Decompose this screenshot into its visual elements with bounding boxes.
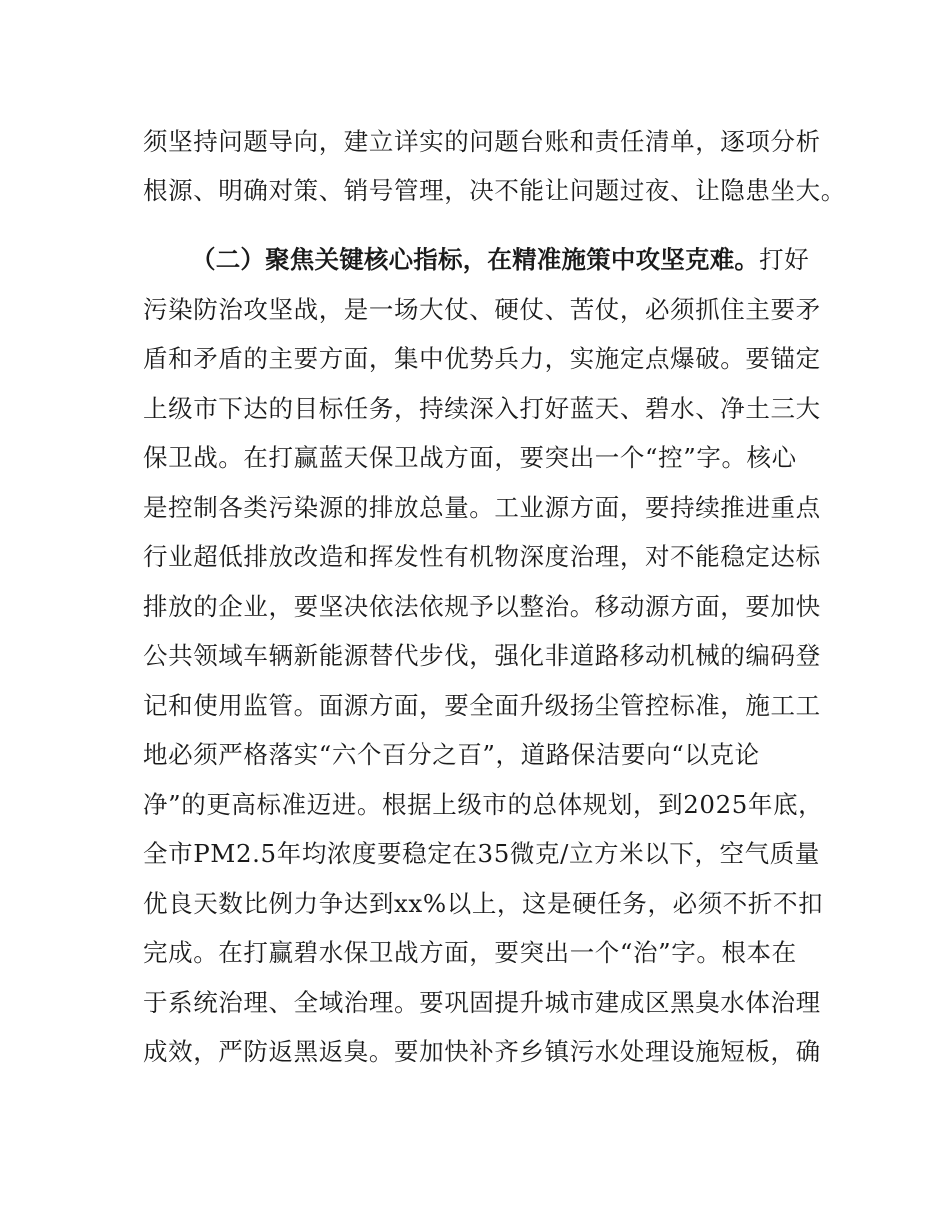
paragraph-line: 保卫战。在打赢蓝天保卫战方面，要突出一个“控”字。核心 [143,443,797,472]
paragraph-line: 排放的企业，要坚决依法依规予以整治。移动源方面，要加快 [143,592,821,621]
paragraph-line: 记和使用监管。面源方面，要全面升级扬尘管控标准，施工工 [143,691,821,720]
section-heading: （二）聚焦关键核心指标，在精准施策中攻坚克难。 [191,245,760,274]
paragraph-line: 净”的更高标准迈进。根据上级市的总体规划，到2025年底， [143,790,824,819]
paragraph-line: 上级市下达的目标任务，持续深入打好蓝天、碧水、净土三大 [143,394,821,423]
section-heading-line [191,240,809,280]
paragraph-line: 全市PM2.5年均浓度要稳定在35微克/立方米以下，空气质量 [143,839,820,868]
paragraph-line: 根源、明确对策、销号管理，决不能让问题过夜、让隐患坐大。 [143,176,846,205]
paragraph-line: 须坚持问题导向，建立详实的问题台账和责任清单，逐项分析 [143,127,821,156]
paragraph-line: 完成。在打赢碧水保卫战方面，要突出一个“治”字。根本在 [143,938,797,967]
paragraph-line: 地必须严格落实“六个百分之百”，道路保洁要向“以克论 [143,740,760,769]
paragraph-line: 成效，严防返黑返臭。要加快补齐乡镇污水处理设施短板，确 [143,1037,821,1066]
paragraph-line: 盾和矛盾的主要方面，集中优势兵力，实施定点爆破。要锚定 [143,344,821,373]
paragraph-line: 于系统治理、全域治理。要巩固提升城市建成区黑臭水体治理 [143,988,821,1017]
heading-continuation: 打好 [759,245,810,274]
paragraph-line: 行业超低排放改造和挥发性有机物深度治理，对不能稳定达标 [143,542,821,571]
paragraph-line: 优良天数比例力争达到xx%以上，这是硬任务，必须不折不扣 [143,889,824,918]
paragraph-line: 是控制各类污染源的排放总量。工业源方面，要持续推进重点 [143,493,821,522]
paragraph-line: 污染防治攻坚战，是一场大仗、硬仗、苦仗，必须抓住主要矛 [143,295,821,324]
paragraph-line: 公共领域车辆新能源替代步伐，强化非道路移动机械的编码登 [143,641,821,670]
